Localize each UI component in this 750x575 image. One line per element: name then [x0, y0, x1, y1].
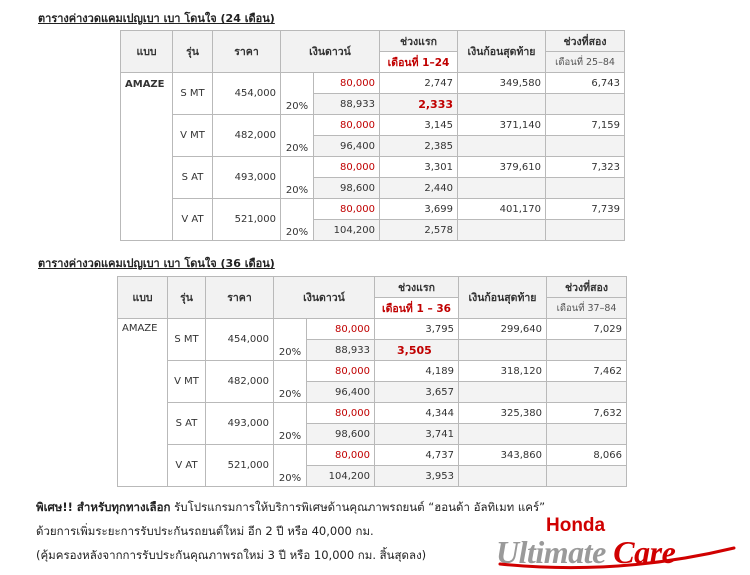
header-first-months: เดือนที่ 1–24 — [380, 52, 458, 73]
first-a-cell: 3,699 — [380, 199, 458, 220]
balloon-cell: 325,380 — [459, 403, 547, 424]
variant-cell: V MT — [173, 115, 213, 157]
down-pct-cell: 20% — [281, 115, 314, 157]
empty-cell — [459, 382, 547, 403]
variant-cell: S AT — [173, 157, 213, 199]
second-cell: 7,029 — [547, 319, 627, 340]
first-a-cell: 3,301 — [380, 157, 458, 178]
model-name: AMAZE — [121, 73, 173, 241]
balloon-cell: 318,120 — [459, 361, 547, 382]
honda-brand-text: Honda — [546, 515, 606, 536]
header-down: เงินดาวน์ — [274, 277, 375, 319]
table-24-heading: ตารางค่างวดแคมเปญเบา เบา โดนใจ (24 เดือน) — [38, 12, 275, 25]
first-b-cell: 3,505 — [375, 340, 459, 361]
down-b-cell: 98,600 — [307, 424, 375, 445]
first-b-cell: 3,953 — [375, 466, 459, 487]
empty-cell — [547, 382, 627, 403]
logo-word-care: Care — [613, 534, 676, 570]
header-balloon: เงินก้อนสุดท้าย — [459, 277, 547, 319]
price-cell: 521,000 — [213, 199, 281, 241]
variant-cell: S MT — [173, 73, 213, 115]
empty-cell — [547, 466, 627, 487]
header-first-period: ช่วงแรก — [375, 277, 459, 298]
second-cell: 7,159 — [546, 115, 625, 136]
variant-cell: V AT — [168, 445, 206, 487]
empty-cell — [546, 94, 625, 115]
second-cell: 7,462 — [547, 361, 627, 382]
variant-cell: S AT — [168, 403, 206, 445]
header-second-months: เดือนที่ 37–84 — [547, 298, 627, 319]
first-a-cell: 4,737 — [375, 445, 459, 466]
header-second-period: ช่วงที่สอง — [547, 277, 627, 298]
down-a-cell: 80,000 — [314, 73, 380, 94]
header-second-months: เดือนที่ 25–84 — [546, 52, 625, 73]
price-cell: 454,000 — [213, 73, 281, 115]
model-name: AMAZE — [118, 319, 168, 487]
balloon-cell: 401,170 — [458, 199, 546, 220]
second-cell: 7,739 — [546, 199, 625, 220]
down-b-cell: 96,400 — [314, 136, 380, 157]
balloon-cell: 379,610 — [458, 157, 546, 178]
table-36-heading: ตารางค่างวดแคมเปญเบา เบา โดนใจ (36 เดือน) — [38, 257, 275, 270]
first-b-cell: 3,657 — [375, 382, 459, 403]
empty-cell — [459, 340, 547, 361]
header-second-period: ช่วงที่สอง — [546, 31, 625, 52]
first-b-cell: 3,741 — [375, 424, 459, 445]
logo-word-ultimate: Ultimate — [496, 534, 606, 570]
second-cell: 7,632 — [547, 403, 627, 424]
empty-cell — [459, 466, 547, 487]
header-price: ราคา — [213, 31, 281, 73]
header-down: เงินดาวน์ — [281, 31, 380, 73]
promo-line-1 — [36, 499, 545, 517]
empty-cell — [458, 178, 546, 199]
price-cell: 482,000 — [206, 361, 274, 403]
down-pct-cell: 20% — [274, 403, 307, 445]
down-a-cell: 80,000 — [307, 445, 375, 466]
balloon-cell: 299,640 — [459, 319, 547, 340]
first-b-cell: 2,440 — [380, 178, 458, 199]
empty-cell — [546, 136, 625, 157]
down-a-cell: 80,000 — [314, 157, 380, 178]
first-a-cell: 4,344 — [375, 403, 459, 424]
down-pct-cell: 20% — [281, 157, 314, 199]
balloon-cell: 349,580 — [458, 73, 546, 94]
down-pct-cell: 20% — [281, 73, 314, 115]
price-cell: 521,000 — [206, 445, 274, 487]
first-a-cell: 3,145 — [380, 115, 458, 136]
down-a-cell: 80,000 — [307, 361, 375, 382]
promo-line-3: (คุ้มครองหลังจากการรับประกันคุณภาพรถใหม่ 3 ปี หรือ 10,000 กม. สิ้นสุดลง) — [36, 548, 427, 562]
second-cell: 6,743 — [546, 73, 625, 94]
first-b-cell: 2,333 — [380, 94, 458, 115]
first-a-cell: 4,189 — [375, 361, 459, 382]
first-a-cell: 2,747 — [380, 73, 458, 94]
variant-cell: V MT — [168, 361, 206, 403]
down-b-cell: 104,200 — [314, 220, 380, 241]
payment-table-24 — [120, 30, 625, 241]
down-a-cell: 80,000 — [314, 115, 380, 136]
header-model: แบบ — [121, 31, 173, 73]
payment-table-36 — [117, 276, 627, 487]
header-price: ราคา — [206, 277, 274, 319]
variant-cell: V AT — [173, 199, 213, 241]
empty-cell — [547, 424, 627, 445]
first-b-cell: 2,385 — [380, 136, 458, 157]
price-cell: 493,000 — [206, 403, 274, 445]
down-a-cell: 80,000 — [314, 199, 380, 220]
down-b-cell: 96,400 — [307, 382, 375, 403]
down-a-cell: 80,000 — [307, 319, 375, 340]
price-cell: 454,000 — [206, 319, 274, 361]
variant-cell: S MT — [168, 319, 206, 361]
promo-line-1-text: รับโปรแกรมการให้บริการพิเศษด้านคุณภาพรถยนต์ “ฮอนด้า อัลทิเมท แคร์” — [170, 500, 546, 514]
down-b-cell: 98,600 — [314, 178, 380, 199]
price-cell: 482,000 — [213, 115, 281, 157]
price-cell: 493,000 — [213, 157, 281, 199]
empty-cell — [546, 220, 625, 241]
logo-swoosh-icon — [498, 540, 738, 572]
empty-cell — [547, 340, 627, 361]
promo-line-2: ด้วยการเพิ่มระยะการรับประกันรถยนต์ใหม่ อีก 2 ปี หรือ 40,000 กม. — [36, 524, 374, 538]
balloon-cell: 371,140 — [458, 115, 546, 136]
header-first-period: ช่วงแรก — [380, 31, 458, 52]
header-variant: รุ่น — [173, 31, 213, 73]
balloon-cell: 343,860 — [459, 445, 547, 466]
promo-bold-prefix: พิเศษ!! สำหรับทุกทางเลือก — [36, 500, 171, 514]
header-balloon: เงินก้อนสุดท้าย — [458, 31, 546, 73]
down-a-cell: 80,000 — [307, 403, 375, 424]
empty-cell — [458, 220, 546, 241]
down-pct-cell: 20% — [274, 319, 307, 361]
header-variant: รุ่น — [168, 277, 206, 319]
first-a-cell: 3,795 — [375, 319, 459, 340]
second-cell: 8,066 — [547, 445, 627, 466]
header-model: แบบ — [118, 277, 168, 319]
down-b-cell: 88,933 — [314, 94, 380, 115]
down-pct-cell: 20% — [274, 361, 307, 403]
second-cell: 7,323 — [546, 157, 625, 178]
down-b-cell: 88,933 — [307, 340, 375, 361]
empty-cell — [546, 178, 625, 199]
empty-cell — [458, 94, 546, 115]
down-pct-cell: 20% — [281, 199, 314, 241]
down-b-cell: 104,200 — [307, 466, 375, 487]
first-b-cell: 2,578 — [380, 220, 458, 241]
empty-cell — [458, 136, 546, 157]
empty-cell — [459, 424, 547, 445]
down-pct-cell: 20% — [274, 445, 307, 487]
header-first-months: เดือนที่ 1 – 36 — [375, 298, 459, 319]
